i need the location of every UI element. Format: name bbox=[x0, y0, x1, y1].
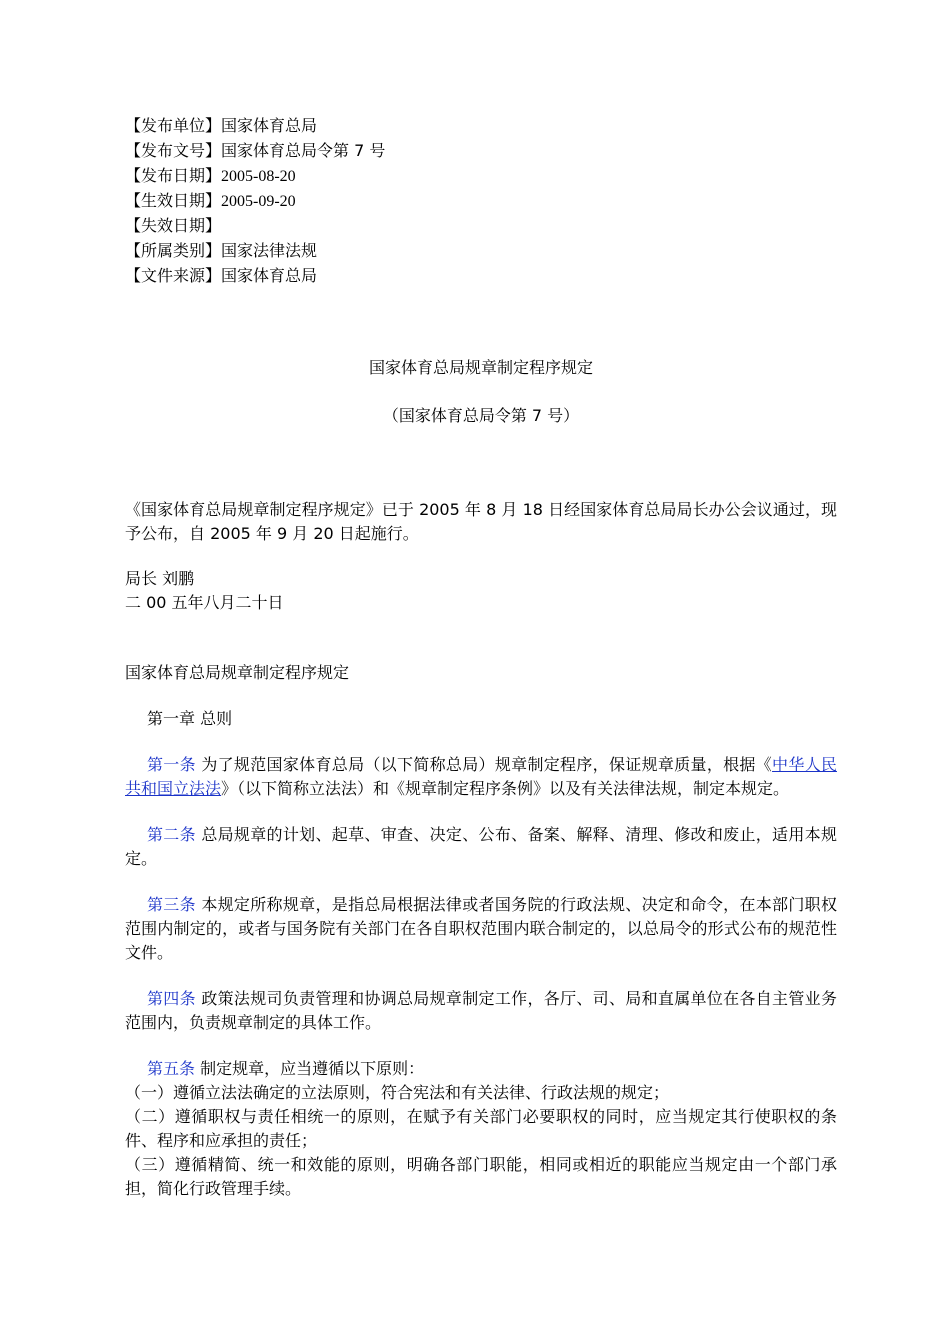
meta-source bbox=[125, 263, 837, 288]
article-4 bbox=[125, 987, 837, 1035]
law-link[interactable]: 中华人民共和国立法法 bbox=[125, 755, 837, 798]
meta-value: 国家体育总局令第 7 号 bbox=[221, 141, 386, 160]
article-text: 制定规章，应当遵循以下原则： bbox=[195, 1059, 425, 1078]
article-text: 》（以下简称立法法）和《规章制定程序条例》以及有关法律法规，制定本规定。 bbox=[221, 779, 790, 798]
sign-date: 二 00 五年八月二十日 bbox=[125, 593, 284, 612]
article-1 bbox=[125, 753, 837, 801]
article-number: 第五条 bbox=[147, 1059, 196, 1078]
article-3 bbox=[125, 893, 837, 965]
signer: 局长 刘鹏 bbox=[125, 569, 195, 588]
article-5-item-1: （一）遵循立法法确定的立法原则，符合宪法和有关法律、行政法规的规定； bbox=[125, 1083, 670, 1102]
meta-value: 国家体育总局 bbox=[221, 116, 318, 135]
chapter-heading: 第一章 总则 bbox=[147, 709, 233, 728]
meta-key: 【发布日期】 bbox=[125, 166, 222, 185]
meta-key: 【失效日期】 bbox=[125, 216, 222, 235]
meta-publisher bbox=[125, 113, 837, 138]
article-5-item-3: （三）遵循精简、统一和效能的原则，明确各部门职能，相同或相近的职能应当规定由一个部门承担，简化行政管理手续。 bbox=[125, 1155, 837, 1198]
meta-key: 【发布单位】 bbox=[125, 116, 222, 135]
meta-key: 【生效日期】 bbox=[125, 191, 222, 210]
meta-effective-date bbox=[125, 188, 837, 213]
article-number: 第一条 bbox=[147, 755, 196, 774]
meta-value: 国家法律法规 bbox=[221, 241, 318, 260]
article-text: 政策法规司负责管理和协调总局规章制定工作，各厅、司、局和直属单位在各自主管业务范围内，负责规章制定的具体工作。 bbox=[125, 989, 837, 1032]
meta-value: 2005-09-20 bbox=[221, 193, 296, 210]
article-text: 为了规范国家体育总局（以下简称总局）规章制定程序，保证规章质量，根据《 bbox=[195, 755, 773, 774]
meta-publish-date bbox=[125, 163, 837, 188]
meta-key: 【所属类别】 bbox=[125, 241, 222, 260]
article-5 bbox=[125, 1057, 837, 1201]
meta-key: 【文件来源】 bbox=[125, 266, 222, 285]
meta-doc-number bbox=[125, 138, 837, 163]
metadata-block bbox=[125, 113, 837, 288]
article-2 bbox=[125, 823, 837, 871]
body-title: 国家体育总局规章制定程序规定 bbox=[125, 663, 350, 682]
meta-key: 【发布文号】 bbox=[125, 141, 222, 160]
document-page bbox=[125, 113, 837, 1201]
meta-value: 国家体育总局 bbox=[221, 266, 318, 285]
announcement-paragraph: 《国家体育总局规章制定程序规定》已于 2005 年 8 月 18 日经国家体育总局局长办公会议通过，现予公布，自 2005 年 9 月 20 日起施行。 bbox=[125, 500, 837, 543]
meta-value: 2005-08-20 bbox=[221, 168, 296, 185]
document-title: 国家体育总局规章制定程序规定 bbox=[368, 358, 593, 377]
article-text: 总局规章的计划、起草、审查、决定、公布、备案、解释、清理、修改和废止，适用本规定。 bbox=[125, 825, 837, 868]
article-5-item-2: （二）遵循职权与责任相统一的原则，在赋予有关部门必要职权的同时，应当规定其行使职权的条件、程序和应承担的责任； bbox=[125, 1107, 837, 1150]
meta-expiry-date bbox=[125, 213, 837, 238]
article-text: 本规定所称规章，是指总局根据法律或者国务院的行政法规、决定和命令，在本部门职权范围内制定的，或者与国务院有关部门在各自职权范围内联合制定的，以总局令的形式公布的规范性文件。 bbox=[125, 895, 837, 962]
meta-category bbox=[125, 238, 837, 263]
article-number: 第二条 bbox=[147, 825, 196, 844]
article-number: 第三条 bbox=[147, 895, 196, 914]
article-number: 第四条 bbox=[147, 989, 196, 1008]
order-number: （国家体育总局令第 7 号） bbox=[382, 406, 580, 425]
